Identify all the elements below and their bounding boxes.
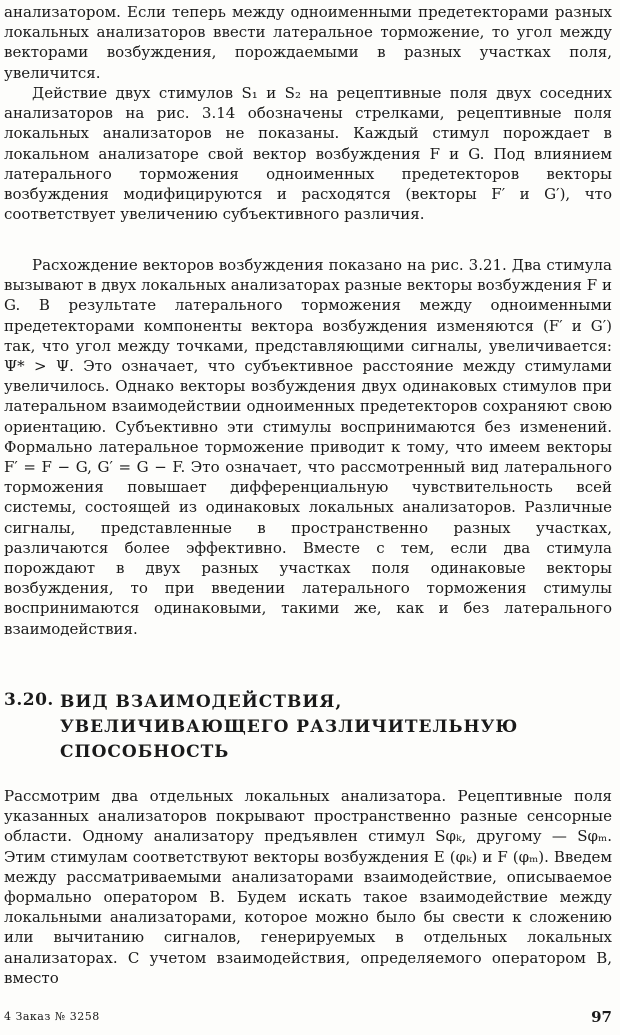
paragraph-1: анализатором. Если теперь между одноименными предетекторами разных локальных анализаторов ввести латеральное торможение, то угол между векторами возбуждения, порождаемыми в разных участках поля, увеличится. xyxy=(4,3,612,82)
print-order-note: 4 Заказ № 3258 xyxy=(4,1010,100,1023)
page-number: 97 xyxy=(591,1008,612,1026)
paragraph-4: Рассмотрим два отдельных локальных анализатора. Рецептивные поля указанных анализаторов покрывают пространственно разные сенсорные области. Одному анализатору предъявлен стимул Sφₖ, другому — Sφₘ. Этим стимулам соответствуют векторы возбуждения E (φₖ) и F (φₘ). Введем между рассматриваемыми анализаторами взаимодействие, описываемое формально оператором B. Будем искать такое взаимодействие между локальными анализаторами, которое можно было бы свести к сложению или вычитанию сигналов, генерируемых в отдельных локальных анализаторах. С учетом взаимодействия, определяемого оператором B, вместо xyxy=(4,787,612,987)
section-title-line-3: СПОСОБНОСТЬ xyxy=(60,742,230,762)
section-number: 3.20. xyxy=(4,690,54,710)
paragraph-2: Действие двух стимулов S₁ и S₂ на рецептивные поля двух соседних анализаторов на рис. 3.14 обозначены стрелками, рецептивные поля локальных анализаторов не показаны. Каждый стимул порождает в локальном анализаторе свой вектор возбуждения F и G. Под влиянием латерального торможения одноименных предетекторов векторы возбуждения модифицируются и расходятся (векторы F′ и G′), что соответствует увеличению субъективного различия. xyxy=(4,84,612,224)
section-title xyxy=(60,690,600,765)
paragraph-3: Расхождение векторов возбуждения показано на рис. 3.21. Два стимула вызывают в двух локальных анализаторах разные векторы возбуждения F и G. В результате латерального торможения между одноименными предетекторами компоненты вектора возбуждения изменяются (F′ и G′) так, что угол между точками, представляющими сигналы, увеличивается: Ψ* > Ψ. Это означает, что субъективное расстояние между стимулами увеличилось. Однако векторы возбуждения двух одинаковых стимулов при латеральном взаимодействии одноименных предетекторов сохраняют свою ориентацию. Субъективно эти стимулы воспринимаются без изменений. Формально латеральное торможение приводит к тому, что имеем векторы F′ = F − G, G′ = G − F. Это означает, что рассмотренный вид латерального торможения повышает дифференциальную чувствительность всей системы, состоящей из одинаковых локальных анализаторов. Различные сигналы, представленные в пространственно разных участках, различаются более эффективно. Вместе с тем, если два стимула порождают в двух разных участках поля одинаковые векторы возбуждения, то при введении латерального торможения стимулы воспринимаются одинаковыми, такими же, как и без латерального взаимодействия. xyxy=(4,256,612,638)
section-title-line-2: УВЕЛИЧИВАЮЩЕГО РАЗЛИЧИТЕЛЬНУЮ xyxy=(60,717,519,737)
section-title-line-1: ВИД ВЗАИМОДЕЙСТВИЯ, xyxy=(60,692,343,712)
